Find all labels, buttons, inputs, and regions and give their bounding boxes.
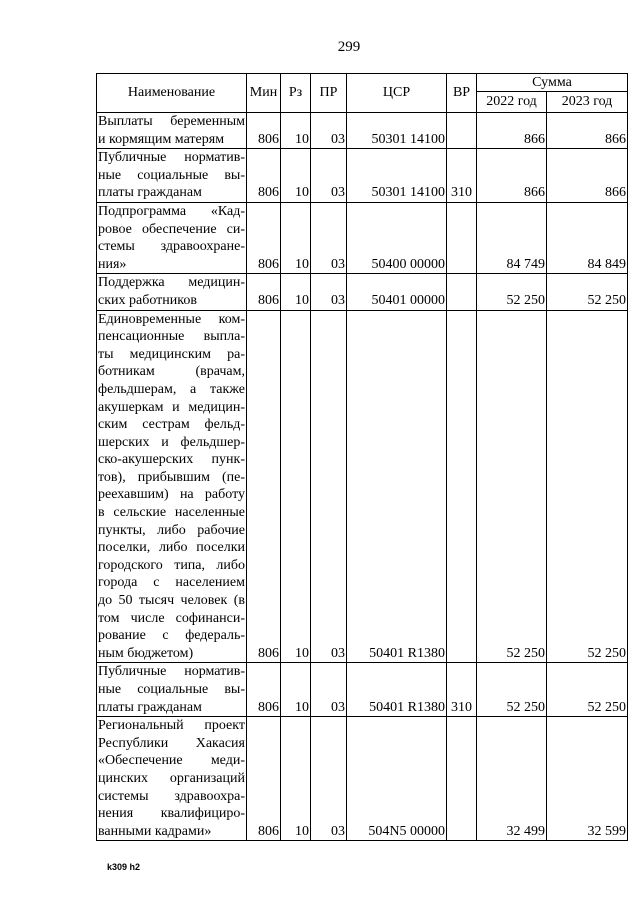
- sum-2023-cell: 52 250: [547, 310, 628, 663]
- row-name-line: ным бюджетом): [98, 645, 194, 661]
- pr-cell: 03: [311, 310, 347, 663]
- row-name-line: ских работников: [98, 292, 197, 308]
- sum-2022-cell: 52 250: [477, 310, 547, 663]
- vr-cell: 310: [447, 149, 477, 203]
- row-name-line: ные социальные вы-: [98, 167, 245, 183]
- row-name-line: Выплаты беременным: [98, 114, 245, 129]
- sum-2022-cell: 866: [477, 149, 547, 203]
- row-name-line: том числе софинанси-: [98, 610, 245, 626]
- row-name-cell: [97, 202, 247, 273]
- row-name-line: городского типа, либо: [98, 557, 245, 573]
- pr-cell: 03: [311, 113, 347, 149]
- header-sum: Сумма: [477, 74, 628, 92]
- vr-cell: 310: [447, 663, 477, 717]
- min-cell: 806: [247, 310, 281, 663]
- row-name-line: тов), прибывшим (пе-: [98, 469, 245, 485]
- footer-code: k309 h2: [107, 862, 141, 872]
- min-cell: 806: [247, 202, 281, 273]
- csr-cell: 50401 R1380: [347, 310, 447, 663]
- rz-cell: 10: [281, 274, 311, 310]
- pr-cell: 03: [311, 202, 347, 273]
- rz-cell: 10: [281, 663, 311, 717]
- row-name-line: стемы здравоохране-: [98, 239, 245, 255]
- row-name-line: «Обеспечение меди-: [98, 753, 245, 769]
- row-name-cell: [97, 717, 247, 841]
- csr-cell: 50301 14100: [347, 113, 447, 149]
- rz-cell: 10: [281, 717, 311, 841]
- min-cell: 806: [247, 717, 281, 841]
- header-name: Наименование: [97, 74, 247, 113]
- row-name-line: и кормящим матерям: [98, 131, 225, 147]
- sum-2022-cell: 84 749: [477, 202, 547, 273]
- row-name-line: ским сестрам фельд-: [98, 417, 245, 433]
- vr-cell: [447, 310, 477, 663]
- header-rz: Рз: [281, 74, 311, 113]
- row-name-line: реехавшим) на работу: [98, 487, 245, 503]
- row-name-cell: [97, 113, 247, 149]
- sum-2023-cell: 52 250: [547, 274, 628, 310]
- vr-cell: [447, 717, 477, 841]
- row-name-line: Региональный проект: [98, 718, 245, 734]
- sum-2022-cell: 52 250: [477, 663, 547, 717]
- header-year-2022: 2022 год: [477, 92, 547, 113]
- csr-cell: 50401 R1380: [347, 663, 447, 717]
- row-name-line: ванными кадрами»: [98, 823, 212, 839]
- vr-cell: [447, 202, 477, 273]
- header-row: [97, 74, 628, 92]
- row-name-line: ботникам (врачам,: [98, 364, 245, 380]
- row-name-line: ные социальные вы-: [98, 682, 245, 697]
- row-name-cell: [97, 274, 247, 310]
- row-name-line: платы гражданам: [98, 185, 202, 201]
- pr-cell: 03: [311, 274, 347, 310]
- sum-2023-cell: 84 849: [547, 202, 628, 273]
- row-name-line: пункты, либо рабочие: [98, 522, 245, 538]
- row-name-line: Единовременные ком-: [98, 311, 245, 327]
- csr-cell: 50400 00000: [347, 202, 447, 273]
- sum-2023-cell: 52 250: [547, 663, 628, 717]
- header-vr: ВР: [447, 74, 477, 113]
- min-cell: 806: [247, 274, 281, 310]
- pr-cell: 03: [311, 717, 347, 841]
- row-name-line: платы гражданам: [98, 699, 202, 715]
- row-name-line: ровое обеспечение си-: [98, 221, 245, 237]
- row-name-line: Республики Хакасия: [98, 735, 245, 751]
- row-name-line: в сельские населенные: [98, 505, 245, 521]
- header-pr: ПР: [311, 74, 347, 113]
- rz-cell: 10: [281, 310, 311, 663]
- table-row: [97, 113, 628, 149]
- pr-cell: 03: [311, 663, 347, 717]
- row-name-line: системы здравоохра-: [98, 788, 245, 804]
- min-cell: 806: [247, 113, 281, 149]
- sum-2022-cell: 866: [477, 113, 547, 149]
- csr-cell: 504N5 00000: [347, 717, 447, 841]
- row-name-cell: [97, 310, 247, 663]
- row-name-line: нения квалифициро-: [98, 806, 245, 822]
- row-name-line: Подпрограмма «Кад-: [98, 203, 245, 219]
- rz-cell: 10: [281, 149, 311, 203]
- row-name-line: пенсационные выпла-: [98, 329, 245, 345]
- table-body: [97, 113, 628, 841]
- row-name-line: Публичные норматив-: [98, 664, 245, 680]
- row-name-line: Поддержка медицин-: [98, 275, 245, 291]
- row-name-cell: [97, 149, 247, 203]
- table-row: [97, 310, 628, 663]
- page-number: 299: [337, 39, 361, 55]
- row-name-cell: [97, 663, 247, 717]
- vr-cell: [447, 113, 477, 149]
- sum-2023-cell: 32 599: [547, 717, 628, 841]
- row-name-line: фельдшерам, а также: [98, 381, 245, 397]
- row-name-line: ния»: [98, 256, 127, 272]
- row-name-line: поселки, либо поселки: [98, 540, 245, 556]
- header-year-2023: 2023 год: [547, 92, 628, 113]
- sum-2022-cell: 32 499: [477, 717, 547, 841]
- csr-cell: 50301 14100: [347, 149, 447, 203]
- sum-2023-cell: 866: [547, 149, 628, 203]
- header-min: Мин: [247, 74, 281, 113]
- header-csr: ЦСР: [347, 74, 447, 113]
- min-cell: 806: [247, 149, 281, 203]
- sum-2023-cell: 866: [547, 113, 628, 149]
- budget-table: [96, 73, 628, 841]
- sum-2022-cell: 52 250: [477, 274, 547, 310]
- table-header: [97, 74, 628, 113]
- row-name-line: цинских организаций: [98, 770, 245, 786]
- table-row: [97, 663, 628, 717]
- rz-cell: 10: [281, 202, 311, 273]
- row-name-line: до 50 тысяч человек (в: [98, 593, 245, 609]
- vr-cell: [447, 274, 477, 310]
- table-row: [97, 202, 628, 273]
- table-row: [97, 717, 628, 841]
- pr-cell: 03: [311, 149, 347, 203]
- min-cell: 806: [247, 663, 281, 717]
- table-row: [97, 149, 628, 203]
- row-name-line: ты медицинским ра-: [98, 346, 245, 362]
- row-name-line: шерских и фельдшер-: [98, 434, 245, 450]
- rz-cell: 10: [281, 113, 311, 149]
- csr-cell: 50401 00000: [347, 274, 447, 310]
- row-name-line: рование с федераль-: [98, 628, 245, 644]
- table-row: [97, 274, 628, 310]
- row-name-line: акушеркам и медицин-: [98, 399, 245, 415]
- row-name-line: города с населением: [98, 575, 245, 591]
- row-name-line: ско-акушерских пунк-: [98, 452, 245, 468]
- row-name-line: Публичные норматив-: [98, 150, 245, 166]
